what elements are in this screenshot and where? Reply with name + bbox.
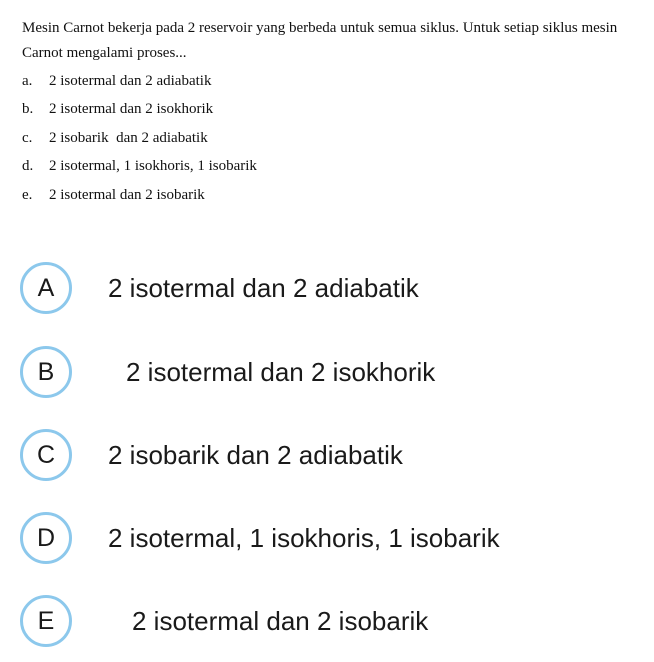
option-letter-circle[interactable]: A <box>20 262 72 314</box>
question-choice-letter: c. <box>22 129 33 146</box>
answer-option-e[interactable] <box>20 595 428 647</box>
option-label[interactable]: 2 isotermal dan 2 adiabatik <box>108 272 419 303</box>
option-letter-circle[interactable]: B <box>20 346 72 398</box>
option-letter-circle[interactable]: C <box>20 429 72 481</box>
option-label[interactable]: 2 isobarik dan 2 adiabatik <box>108 439 403 470</box>
question-choice-text: 2 isotermal dan 2 isokhorik <box>49 101 214 118</box>
question-choice-text: 2 isotermal dan 2 adiabatik <box>49 72 212 89</box>
option-letter-circle[interactable]: E <box>20 595 72 647</box>
question-text: Mesin Carnot bekerja pada 2 reservoir yang berbeda untuk semua siklus. Untuk setiap siklus mesin Carnot mengalami proses... <box>22 20 618 61</box>
question-choice-text: 2 isobarik dan 2 adiabatik <box>49 129 208 146</box>
answer-option-d[interactable] <box>20 512 500 564</box>
question-choice-letter: e. <box>22 186 33 203</box>
option-label[interactable]: 2 isotermal dan 2 isobarik <box>132 605 429 636</box>
question-choice-letter: b. <box>22 101 34 118</box>
option-label[interactable]: 2 isotermal, 1 isokhoris, 1 isobarik <box>108 522 500 553</box>
answer-option-b[interactable] <box>20 346 435 398</box>
question-choice-letter: a. <box>22 72 33 89</box>
answer-option-c[interactable] <box>20 429 403 481</box>
question-choice-letter: d. <box>22 158 34 175</box>
question-choice-text: 2 isotermal, 1 isokhoris, 1 isobarik <box>49 158 257 175</box>
option-letter-circle[interactable]: D <box>20 512 72 564</box>
answer-option-a[interactable] <box>20 262 419 314</box>
option-label[interactable]: 2 isotermal dan 2 isokhorik <box>126 356 436 387</box>
question-choice-text: 2 isotermal dan 2 isobarik <box>49 186 205 203</box>
